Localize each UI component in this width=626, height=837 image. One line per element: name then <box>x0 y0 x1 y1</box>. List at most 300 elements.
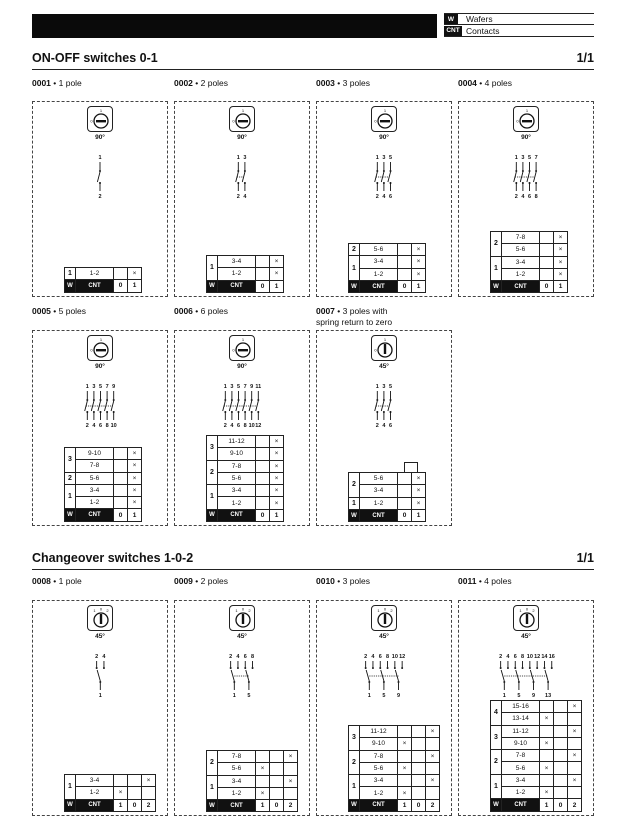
wafer-number: 1 <box>491 774 502 799</box>
pole-terminal <box>394 667 396 669</box>
table-header-row <box>491 281 568 293</box>
knob-pointer <box>238 120 248 122</box>
header-contacts: CNT <box>218 509 256 521</box>
terminal-label-top: 1 <box>223 384 228 390</box>
terminal-label-top: 1 <box>237 155 241 161</box>
terminal-label-top: 5 <box>527 155 531 161</box>
terminal-label-top: 3 <box>521 155 525 161</box>
terminal-label-bottom: 4 <box>521 194 525 200</box>
position-mark <box>540 701 554 713</box>
contact-pair: 1-2 <box>76 497 114 509</box>
table-row <box>491 725 582 737</box>
terminal-label-bottom: 1 <box>502 693 506 699</box>
table-row <box>207 472 284 484</box>
terminal-label-top: 2 <box>94 654 98 660</box>
switch-knob-icon <box>87 106 113 132</box>
position-mark <box>398 750 412 762</box>
item-separator: • <box>476 576 485 586</box>
item-separator: • <box>192 78 201 88</box>
pole-terminal <box>376 182 378 184</box>
terminal-label-top: 2 <box>498 654 502 660</box>
item-code: 0005 <box>32 306 51 316</box>
table-row <box>207 497 284 509</box>
contact-pair: 5-6 <box>76 472 114 484</box>
position-mark <box>114 460 128 472</box>
table-row <box>65 497 142 509</box>
position-mark: × <box>270 460 284 472</box>
position-mark: × <box>128 497 142 509</box>
terminal-label-top: 3 <box>382 384 386 390</box>
knob-pointer <box>96 120 106 122</box>
contact-pair: 11-12 <box>502 725 540 737</box>
position-mark <box>270 751 284 763</box>
table-row <box>491 701 582 713</box>
contact-diagram <box>357 652 411 702</box>
knob-drawing <box>514 606 540 632</box>
item-separator: • <box>50 78 59 88</box>
table-row <box>65 484 142 496</box>
contact-diagram <box>79 382 122 432</box>
switch-knob-icon <box>371 605 397 631</box>
switching-angle: 45° <box>379 363 389 370</box>
position-label: 0 <box>398 509 412 521</box>
table-row <box>491 737 582 749</box>
header-wafers: W <box>491 799 502 811</box>
header-contacts: CNT <box>76 509 114 521</box>
position-mark: × <box>284 751 298 763</box>
pole-terminal <box>237 667 239 669</box>
position-mark <box>412 726 426 738</box>
position-label: 1 <box>128 509 142 521</box>
terminal-label-top: 2 <box>229 654 233 660</box>
table-row <box>491 774 582 786</box>
section-title-changeover: Changeover switches 1-0-2 <box>32 551 194 565</box>
item-code: 0011 <box>458 576 477 586</box>
contact-pair: 1-2 <box>218 497 256 509</box>
position-mark <box>398 497 412 509</box>
terminal-label-top: 6 <box>244 654 248 660</box>
position-mark <box>256 497 270 509</box>
item-description: 4 poles <box>484 78 513 88</box>
table-row <box>491 762 582 774</box>
wafer-number: 3 <box>491 725 502 750</box>
switching-angle: 45° <box>237 633 247 640</box>
legend-label-contacts: Contacts <box>466 25 500 36</box>
contact-pair: 3-4 <box>360 485 398 497</box>
position-mark <box>554 787 568 799</box>
contact-diagram <box>492 652 560 702</box>
item-label <box>174 576 228 587</box>
position-mark: × <box>128 472 142 484</box>
item-code: 0009 <box>174 576 193 586</box>
pole-terminal <box>535 182 537 184</box>
position-mark <box>568 787 582 799</box>
terminal-label-top: 2 <box>364 654 368 660</box>
table-row <box>349 775 440 787</box>
position-label: 0 <box>554 799 568 811</box>
wafer-number: 1 <box>207 256 218 281</box>
switching-angle: 45° <box>95 633 105 640</box>
position-mark: × <box>412 244 426 256</box>
position-label: 1 <box>412 509 426 521</box>
item-description: 2 poles <box>200 78 229 88</box>
terminal-label-top: 4 <box>236 654 240 660</box>
pole-blade <box>256 401 259 411</box>
wafer-number: 2 <box>349 473 360 498</box>
knob-drawing <box>88 107 114 133</box>
position-label: 1 <box>270 509 284 521</box>
position-mark <box>128 775 142 787</box>
pole-terminal <box>86 411 88 413</box>
table-header-row <box>349 280 426 292</box>
table-row <box>491 268 568 280</box>
pole-terminal <box>528 182 530 184</box>
position-mark: × <box>540 762 554 774</box>
contact-pair: 9-10 <box>360 738 398 750</box>
wafer-number: 1 <box>207 775 218 800</box>
wafer-number: 2 <box>349 244 360 256</box>
knob-pointer <box>380 120 390 122</box>
legend-key-cnt: CNT <box>444 26 462 36</box>
contact-pair: 1-2 <box>218 268 256 280</box>
item-description: 3 poles <box>342 78 371 88</box>
header-contacts: CNT <box>76 799 114 811</box>
knob-position-label: 2 <box>532 608 535 613</box>
contact-table <box>206 750 298 812</box>
pole-terminal <box>238 411 240 413</box>
table-row <box>349 268 426 280</box>
table-header-row <box>65 509 142 521</box>
position-mark <box>568 737 582 749</box>
switch-knob-icon <box>87 335 113 361</box>
position-mark <box>114 484 128 496</box>
position-mark <box>540 750 554 762</box>
item-code: 0010 <box>316 576 335 586</box>
terminal-label-bottom: 2 <box>98 194 102 200</box>
terminal-label-bottom: 4 <box>91 423 95 429</box>
pole-terminal <box>390 170 392 172</box>
position-mark <box>128 787 142 799</box>
position-mark <box>256 775 270 787</box>
contact-pair: 1-2 <box>76 268 114 280</box>
switching-angle: 90° <box>521 134 531 141</box>
terminal-label-top: 6 <box>513 654 517 660</box>
switching-angle: 45° <box>521 633 531 640</box>
item-separator: • <box>334 306 343 316</box>
position-mark <box>540 774 554 786</box>
pole-terminal <box>376 399 378 401</box>
pole-terminal <box>515 182 517 184</box>
contact-diagram <box>222 652 261 702</box>
position-mark <box>540 244 554 256</box>
position-mark <box>398 473 412 485</box>
knob-position-label: 2 <box>390 608 393 613</box>
switch-knob-icon <box>371 106 397 132</box>
position-mark <box>540 232 554 244</box>
position-mark: × <box>426 726 440 738</box>
pole-terminal <box>112 411 114 413</box>
contact-table <box>206 435 284 522</box>
terminal-label-bottom: 1 <box>98 693 102 699</box>
pole-terminal <box>535 170 537 172</box>
terminal-label-bottom: 4 <box>382 423 386 429</box>
knob-position-label: 0 <box>90 347 93 353</box>
legend-label-wafers: Wafers <box>466 14 493 24</box>
switch-knob-icon <box>513 605 539 631</box>
position-mark <box>398 726 412 738</box>
pole-terminal <box>518 681 520 683</box>
pole-terminal <box>244 182 246 184</box>
pole-blade <box>97 172 100 182</box>
position-mark: × <box>284 775 298 787</box>
position-mark: × <box>568 725 582 737</box>
item-description: 1 pole <box>58 78 82 88</box>
terminal-label-top: 3 <box>91 384 95 390</box>
terminal-label-top: 9 <box>250 384 254 390</box>
terminal-label-top: 11 <box>255 384 262 390</box>
section-title-on-off: ON-OFF switches 0-1 <box>32 51 158 65</box>
terminal-label-bottom: 2 <box>375 423 379 429</box>
item-code: 0004 <box>458 78 477 88</box>
pole-blade <box>366 670 369 681</box>
terminal-label-top: 5 <box>237 384 241 390</box>
position-mark <box>412 787 426 799</box>
pole-blade <box>501 670 504 681</box>
position-label: 1 <box>398 799 412 811</box>
contact-pair: 5-6 <box>360 762 398 774</box>
position-mark: × <box>426 750 440 762</box>
contact-pair: 7-8 <box>360 750 398 762</box>
position-mark: × <box>270 268 284 280</box>
knob-position-label: 0 <box>383 606 387 612</box>
position-mark <box>426 762 440 774</box>
position-mark: × <box>270 448 284 460</box>
contact-pair: 3-4 <box>76 775 114 787</box>
wafer-number: 1 <box>349 256 360 281</box>
pole-terminal <box>390 182 392 184</box>
position-mark: × <box>554 232 568 244</box>
knob-pointer <box>522 120 532 122</box>
position-mark <box>398 244 412 256</box>
contact-pair: 1-2 <box>502 787 540 799</box>
knob-position-label: 0 <box>99 606 103 612</box>
position-mark <box>114 497 128 509</box>
position-mark <box>398 775 412 787</box>
pole-terminal <box>379 667 381 669</box>
item-code: 0003 <box>316 78 335 88</box>
position-mark <box>412 775 426 787</box>
header-wafers: W <box>65 280 76 292</box>
pole-terminal <box>515 170 517 172</box>
terminal-label-top: 7 <box>243 384 247 390</box>
table-row <box>65 268 142 280</box>
wafer-number: 2 <box>491 232 502 257</box>
pole-terminal <box>499 667 501 669</box>
terminal-label-top: 8 <box>386 654 390 660</box>
contact-pair: 7-8 <box>502 750 540 762</box>
header-contacts: CNT <box>76 280 114 292</box>
header-contacts: CNT <box>360 509 398 521</box>
pole-terminal <box>238 182 240 184</box>
position-label: 0 <box>270 800 284 812</box>
terminal-label-top: 12 <box>533 654 541 660</box>
table-row <box>349 750 440 762</box>
contact-diagram <box>230 153 253 203</box>
terminal-label-bottom: 5 <box>382 693 386 699</box>
pole-terminal <box>251 411 253 413</box>
header-contacts: CNT <box>218 800 256 812</box>
terminal-label-top: 16 <box>548 654 555 660</box>
table-row <box>207 763 298 775</box>
position-mark <box>412 750 426 762</box>
wafer-number: 3 <box>65 448 76 473</box>
table-row <box>207 460 284 472</box>
contact-pair: 1-2 <box>360 268 398 280</box>
pole-terminal <box>234 681 236 683</box>
table-header-row <box>207 280 284 292</box>
pole-blade <box>395 670 398 681</box>
terminal-label-top: 1 <box>375 155 379 161</box>
knob-position-label: 1 <box>99 108 103 113</box>
item-separator: • <box>50 576 59 586</box>
terminal-label-bottom: 5 <box>517 693 521 699</box>
header-contacts: CNT <box>502 281 540 293</box>
knob-position-label: 1 <box>377 608 380 613</box>
pole-terminal <box>547 681 549 683</box>
terminal-label-top: 5 <box>389 155 393 161</box>
pole-terminal <box>529 667 531 669</box>
contact-diagram <box>369 382 399 432</box>
pole-terminal <box>224 411 226 413</box>
table-row <box>207 448 284 460</box>
contact-pair: 3-4 <box>502 256 540 268</box>
section-page-on-off: 1/1 <box>576 51 594 65</box>
header-wafers: W <box>207 280 218 292</box>
position-mark: × <box>270 485 284 497</box>
position-mark <box>256 268 270 280</box>
position-mark: × <box>398 738 412 750</box>
position-mark: × <box>412 268 426 280</box>
knob-drawing <box>230 606 256 632</box>
table-row <box>207 256 284 268</box>
position-mark <box>540 268 554 280</box>
item-label <box>458 576 512 587</box>
terminal-label-bottom: 1 <box>233 693 237 699</box>
contact-pair: 7-8 <box>76 460 114 472</box>
switch-knob-icon <box>229 605 255 631</box>
pole-terminal <box>95 667 97 669</box>
table-header-row <box>491 799 582 811</box>
contact-pair: 3-4 <box>360 775 398 787</box>
terminal-label-bottom: 13 <box>544 693 551 699</box>
switch-knob-icon <box>229 335 255 361</box>
wafer-number: 4 <box>491 701 502 726</box>
position-mark <box>284 787 298 799</box>
knob-pointer <box>100 614 102 624</box>
contact-pair: 7-8 <box>218 460 256 472</box>
switch-knob-icon <box>513 106 539 132</box>
knob-position-label: 1 <box>99 337 103 342</box>
terminal-label-bottom: 4 <box>243 194 247 200</box>
pole-terminal <box>532 681 534 683</box>
item-separator: • <box>192 576 201 586</box>
item-description: 2 poles <box>200 576 229 586</box>
table-row <box>349 497 426 509</box>
pole-terminal <box>522 170 524 172</box>
wafer-number: 1 <box>207 485 218 510</box>
pole-terminal <box>514 667 516 669</box>
header-wafers: W <box>349 280 360 292</box>
position-mark <box>554 774 568 786</box>
position-label: 1 <box>270 280 284 292</box>
knob-drawing <box>230 336 256 362</box>
contact-pair: 5-6 <box>360 244 398 256</box>
wafer-number: 1 <box>65 775 76 800</box>
contact-pair: 11-12 <box>218 436 256 448</box>
position-mark: × <box>114 787 128 799</box>
knob-drawing <box>372 336 398 362</box>
position-mark <box>270 775 284 787</box>
wafer-number: 1 <box>491 256 502 281</box>
pole-terminal <box>86 399 88 401</box>
table-header-row <box>65 280 142 292</box>
terminal-label-top: 3 <box>382 155 386 161</box>
contact-pair: 5-6 <box>218 763 256 775</box>
terminal-label-bottom: 10 <box>248 423 255 429</box>
knob-position-label: 0 <box>241 606 245 612</box>
pole-terminal <box>252 667 254 669</box>
pole-terminal <box>99 411 101 413</box>
section-page-changeover: 1/1 <box>576 551 594 565</box>
header-contacts: CNT <box>502 799 540 811</box>
legend-row-wafers <box>444 13 594 25</box>
position-mark: × <box>540 787 554 799</box>
knob-position-label: 0 <box>516 118 519 124</box>
knob-pointer <box>384 614 386 624</box>
pole-blade <box>97 670 100 681</box>
position-label: 2 <box>284 800 298 812</box>
position-mark <box>114 268 128 280</box>
knob-pointer <box>384 344 386 354</box>
table-row <box>349 244 426 256</box>
table-header-row <box>65 799 156 811</box>
position-label: 1 <box>114 799 128 811</box>
pole-blade <box>530 670 533 681</box>
knob-position-label: 1 <box>519 608 522 613</box>
terminal-label-top: 1 <box>85 384 89 390</box>
terminal-label-bottom: 5 <box>247 693 251 699</box>
position-label: 1 <box>554 281 568 293</box>
terminal-label-top: 12 <box>399 654 406 660</box>
wafer-number: 2 <box>65 472 76 484</box>
pole-terminal <box>372 667 374 669</box>
contact-pair: 3-4 <box>218 256 256 268</box>
item-label <box>316 78 370 89</box>
switching-angle: 90° <box>237 363 247 370</box>
pole-terminal <box>238 399 240 401</box>
header-wafers: W <box>65 509 76 521</box>
terminal-label-bottom: 4 <box>382 194 386 200</box>
knob-position-label: 1 <box>235 608 238 613</box>
table-row <box>491 787 582 799</box>
position-mark <box>398 256 412 268</box>
knob-position-label: 0 <box>374 118 377 124</box>
terminal-label-top: 5 <box>98 384 102 390</box>
terminal-label-bottom: 2 <box>375 194 379 200</box>
position-label: 0 <box>540 281 554 293</box>
item-code: 0006 <box>174 306 193 316</box>
position-mark: × <box>270 256 284 268</box>
